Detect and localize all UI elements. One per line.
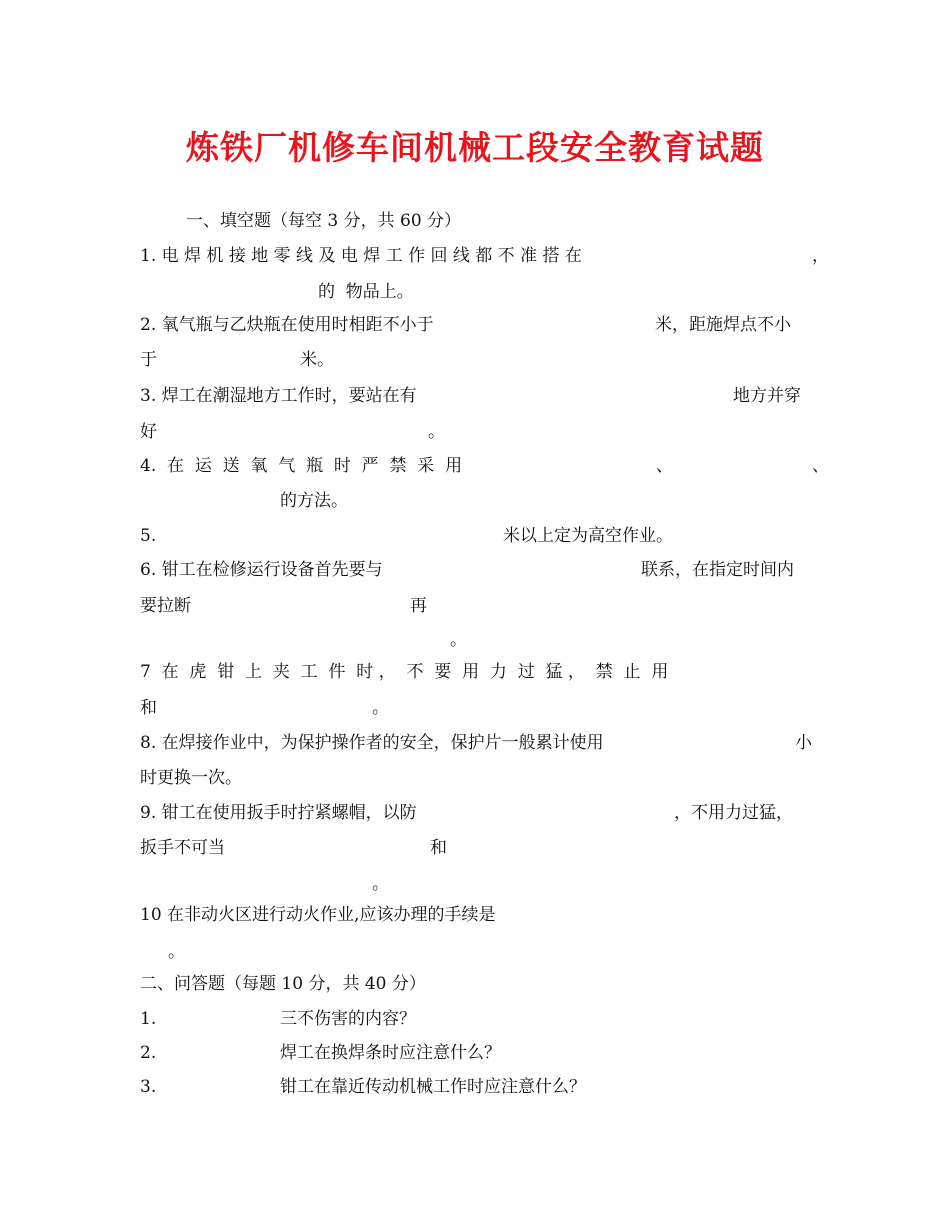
q4-text: 4. 在 运 送 氧 气 瓶 时 严 禁 采 用 (140, 456, 463, 476)
qa2-text: 焊工在换焊条时应注意什么？ (280, 1043, 501, 1063)
q5-text: 米以上定为高空作业。 (503, 526, 673, 546)
document-title: 炼铁厂机修车间机械工段安全教育试题 (186, 128, 764, 167)
q3-mid: 地方并穿 (733, 386, 801, 406)
section1-heading: 一、填空题（每空 3 分，共 60 分） (186, 211, 462, 231)
q6-end: 。 (450, 630, 467, 650)
q1-comma: ， (812, 246, 829, 266)
q3-cont-end: 。 (428, 422, 445, 442)
q2-cont-end: 米。 (300, 350, 334, 370)
q2-mid: 米，距施焊点不小 (655, 315, 791, 335)
q2-cont-start: 于 (140, 350, 157, 370)
q3-text: 3. 焊工在潮湿地方工作时，要站在有 (140, 386, 417, 406)
q10-end: 。 (168, 942, 185, 962)
q1-cont: 的 物品上。 (318, 282, 414, 302)
q9-cont-start: 扳手不可当 (140, 838, 225, 858)
q9-text: 9. 钳工在使用扳手时拧紧螺帽，以防 (140, 803, 417, 823)
section2-heading: 二、问答题（每题 10 分，共 40 分） (140, 974, 426, 994)
q4-cont: 的方法。 (280, 491, 348, 511)
q4-sep2: 、 (812, 456, 829, 476)
q7-cont-end: 。 (372, 698, 389, 718)
q9-mid: ，不用力过猛， (674, 803, 793, 823)
qa3-number: 3. (140, 1077, 157, 1097)
qa1-number: 1. (140, 1009, 157, 1029)
q8-mid: 小 (795, 733, 812, 753)
q8-text: 8. 在焊接作业中，为保护操作者的安全，保护片一般累计使用 (140, 733, 604, 753)
qa1-text: 三不伤害的内容？ (280, 1009, 416, 1029)
q1-text: 1. 电 焊 机 接 地 零 线 及 电 焊 工 作 回 线 都 不 准 搭 在 (140, 246, 582, 266)
q2-text: 2. 氧气瓶与乙炔瓶在使用时相距不小于 (140, 315, 434, 335)
q7-text: 7 在 虎 钳 上 夹 工 件 时 ， 不 要 用 力 过 猛 ， 禁 止 用 (140, 662, 669, 682)
q3-cont-start: 好 (140, 422, 157, 442)
q6-mid: 联系，在指定时间内 (641, 560, 794, 580)
q4-sep1: 、 (656, 456, 673, 476)
q7-cont-start: 和 (140, 698, 157, 718)
q8-cont: 时更换一次。 (140, 768, 242, 788)
q6-cont-mid: 再 (410, 596, 427, 616)
qa2-number: 2. (140, 1043, 157, 1063)
q5-num: 5. (140, 526, 157, 546)
q6-cont-start: 要拉断 (140, 596, 191, 616)
q6-text: 6. 钳工在检修运行设备首先要与 (140, 560, 383, 580)
q10-text: 10 在非动火区进行动火作业,应该办理的手续是 (140, 905, 496, 925)
qa3-text: 钳工在靠近传动机械工作时应注意什么？ (280, 1077, 586, 1097)
q9-cont-mid: 和 (430, 838, 447, 858)
q9-end: 。 (372, 874, 389, 894)
